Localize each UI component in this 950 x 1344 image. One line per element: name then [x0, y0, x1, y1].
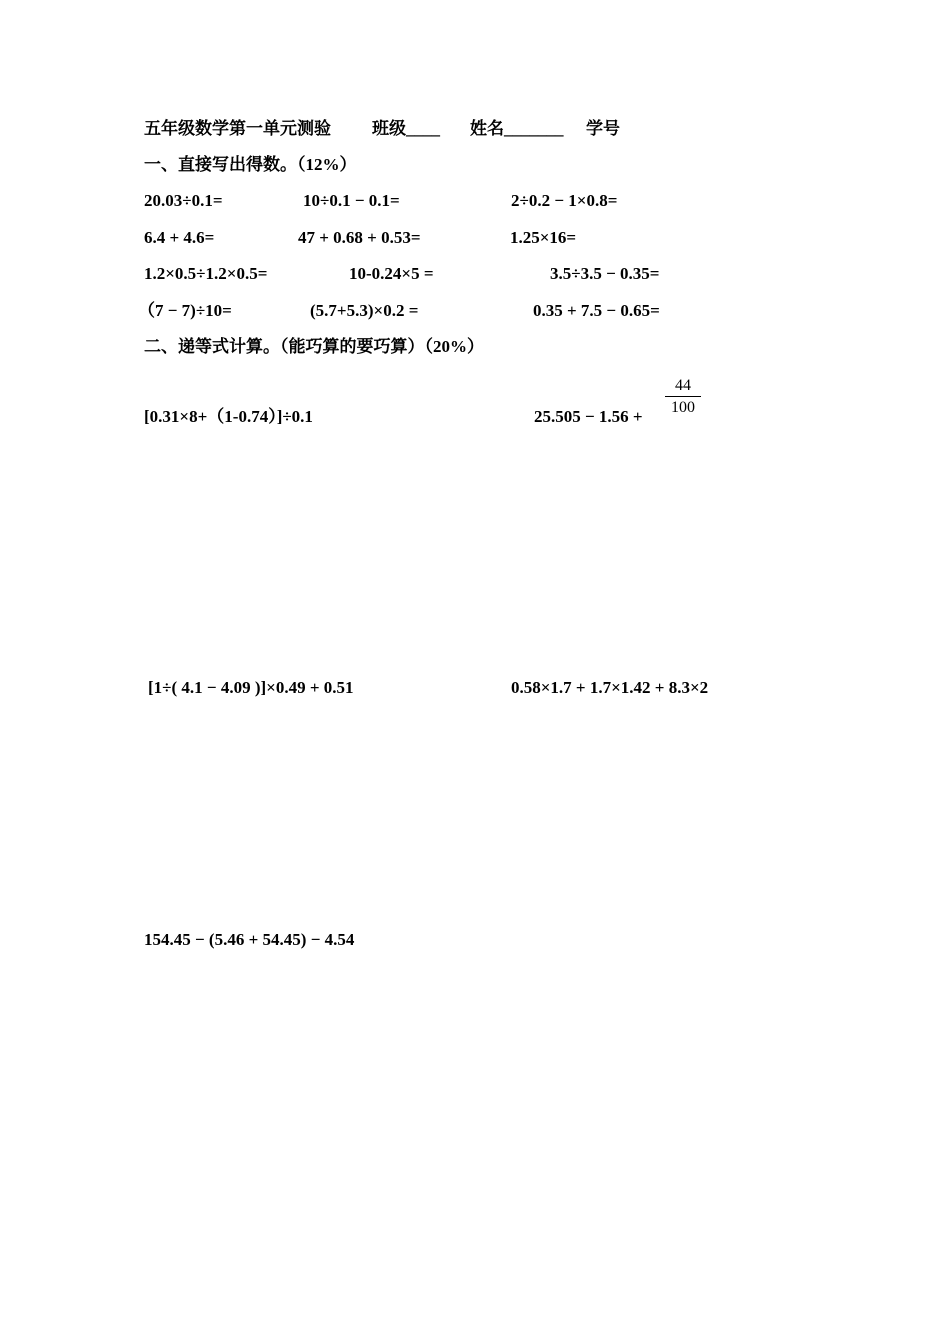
stepwise-problem: [0.31×8+（1-0.74）]÷0.1: [144, 407, 313, 426]
quick-problem: (5.7+5.3)×0.2 =: [310, 301, 419, 320]
quick-problem: 20.03÷0.1=: [144, 191, 223, 210]
quick-problem: 10÷0.1 − 0.1=: [303, 191, 400, 210]
fraction-numerator: 44: [665, 377, 701, 397]
student-id-label: 学号: [586, 119, 620, 138]
section2-heading: 二、递等式计算。（能巧算的要巧算）（20%）: [144, 337, 484, 356]
fraction: [665, 377, 701, 417]
fraction-denominator: 100: [671, 399, 695, 416]
quick-problem: 2÷0.2 − 1×0.8=: [511, 191, 618, 210]
quick-problem: 3.5÷3.5 − 0.35=: [550, 264, 660, 283]
stepwise-problem: [1÷( 4.1 − 4.09 )]×0.49 + 0.51: [148, 678, 354, 697]
class-field-label: 班级____: [372, 119, 440, 138]
stepwise-problem: 154.45 − (5.46 + 54.45) − 4.54: [144, 930, 355, 949]
stepwise-problem: 0.58×1.7 + 1.7×1.42 + 8.3×2: [511, 678, 709, 697]
quick-problem: 0.35 + 7.5 − 0.65=: [533, 301, 660, 320]
name-field-label: 姓名_______: [470, 119, 564, 138]
quick-problem: 1.25×16=: [510, 228, 577, 247]
quick-problem: 1.2×0.5÷1.2×0.5=: [144, 264, 268, 283]
quick-problem: 6.4 + 4.6=: [144, 228, 215, 247]
quick-problem: 10-0.24×5 =: [349, 264, 434, 283]
section1-heading: 一、直接写出得数。（12%）: [144, 155, 357, 174]
quick-problem: 47 + 0.68 + 0.53=: [298, 228, 421, 247]
worksheet-title: 五年级数学第一单元测验: [144, 119, 331, 138]
stepwise-problem: 25.505 − 1.56 +: [534, 407, 643, 426]
quick-problem: （7 − 7)÷10=: [138, 301, 232, 320]
